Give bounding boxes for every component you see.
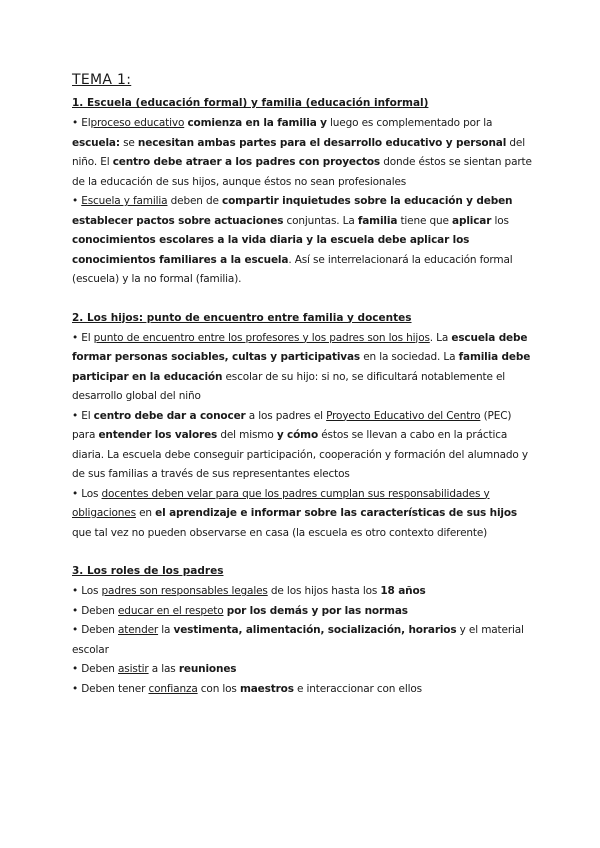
text-run: • Los [72,585,102,597]
underlined-text: punto de encuentro entre los profesores y los padres son los hijos [93,331,430,344]
bold-text: 18 años [380,585,426,597]
text-run: • Deben [72,663,118,675]
text-run: • El [72,117,91,129]
section-2 [72,309,532,544]
bullet-paragraph [72,407,532,485]
section-1 [72,94,532,290]
bold-text: comienza en la familia y [187,117,327,129]
underlined-text: Proyecto Educativo del Centro [326,409,481,422]
section-spacer [72,543,532,562]
text-run: tiene que [397,214,453,227]
text-run: • [72,195,82,207]
underlined-text: docentes deben velar para que los padres cumplan sus responsabilidades y obligaciones [72,487,490,519]
bold-text: el aprendizaje e informar sobre las características de sus hijos [155,507,518,519]
page-title: TEMA 1: [72,72,132,88]
text-run: a los padres el [245,409,327,422]
text-run: (PEC) para [72,409,512,441]
bold-text: conocimientos escolares a la vida diaria y la escuela debe aplicar los conocimientos familiares a la escuela [72,234,470,266]
text-run: a las [148,663,179,675]
text-run: éstos se llevan a cabo en la práctica diaria. La escuela debe conseguir participación, cooperación y formación del alumnado y de sus familias a través de sus representantes electos [72,429,528,480]
text-run: luego es complementado por la [326,117,493,129]
bold-text: necesitan ambas partes para el desarrollo educativo y personal [137,136,507,149]
bold-text: familia debe participar en la educación [72,351,531,383]
bullet-paragraph [72,114,532,192]
text-run: • El [72,331,94,344]
bullet-paragraph [72,192,532,290]
bold-text: maestros [239,682,294,695]
underlined-text: asistir [118,663,149,675]
bold-text: aplicar [452,214,492,227]
underlined-text: proceso educativo [90,117,185,129]
text-run: que tal vez no pueden observarse en casa (la escuela es otro contexto diferente) [72,526,488,539]
bold-text: y cómo [276,429,319,441]
section-heading: 1. Escuela (educación formal) y familia (educación informal) [72,97,429,109]
bullet-paragraph [72,621,532,660]
section-3 [72,562,532,699]
bullet-paragraph [72,582,532,602]
text-run: en la sociedad. La [360,351,459,363]
text-run: • Deben [72,604,118,617]
text-run: en [135,507,156,519]
bullet-paragraph [72,660,532,680]
text-run: de los hijos hasta los [267,585,381,597]
bullet-paragraph [72,680,532,700]
text-run: se [119,136,138,149]
text-run: del niño. El [72,136,525,168]
underlined-text: padres son responsables legales [101,585,268,597]
section-spacer [72,290,532,309]
bold-text: reuniones [178,663,237,675]
text-run: y el material escolar [72,624,524,656]
underlined-text: atender [118,624,159,636]
text-run: • Deben [72,624,118,636]
text-run: con los [197,682,240,695]
text-run: e interaccionar con ellos [293,682,422,695]
text-run: deben de [167,195,223,207]
text-run: . La [429,331,452,344]
text-run: donde éstos se sientan parte de la educación de sus hijos, aunque éstos no sean profesionales [72,156,532,188]
bold-text: centro debe dar a conocer [93,409,246,422]
underlined-text: educar en el respeto [118,604,224,617]
document-page [72,72,532,699]
text-run: conjuntas. La [283,214,358,227]
bold-text: compartir inquietudes sobre la educación y deben establecer pactos sobre actuaciones [72,195,513,227]
text-run: escolar de su hijo: si no, se dificultará notablemente el desarrollo global del niño [72,370,506,402]
text-run: • El [72,409,94,422]
bullet-paragraph [72,485,532,544]
text-run: • Los [72,487,102,500]
bold-text: familia [357,214,398,227]
bold-text: escuela: [72,136,120,149]
bold-text: escuela debe formar personas sociables, cultas y participativas [72,331,528,363]
text-run: • Deben tener [72,682,149,695]
text-run: del mismo [217,429,277,441]
bold-text: entender los valores [98,429,218,441]
text-run: la [158,624,174,636]
bold-text: por los demás y por las normas [226,604,408,617]
bullet-paragraph [72,602,532,622]
text-run: los [491,214,509,227]
bullet-paragraph [72,329,532,407]
bold-text: centro debe atraer a los padres con proyectos [112,156,381,168]
text-run: . Así se interrelacionará la educación formal (escuela) y la no formal (familia). [72,253,513,285]
underlined-text: confianza [148,682,198,695]
bold-text: vestimenta, alimentación, socialización, horarios [173,624,457,636]
section-heading: 3. Los roles de los padres [72,565,224,577]
underlined-text: Escuela y familia [81,195,168,207]
document-body [72,94,532,699]
section-heading: 2. Los hijos: punto de encuentro entre familia y docentes [72,311,412,324]
